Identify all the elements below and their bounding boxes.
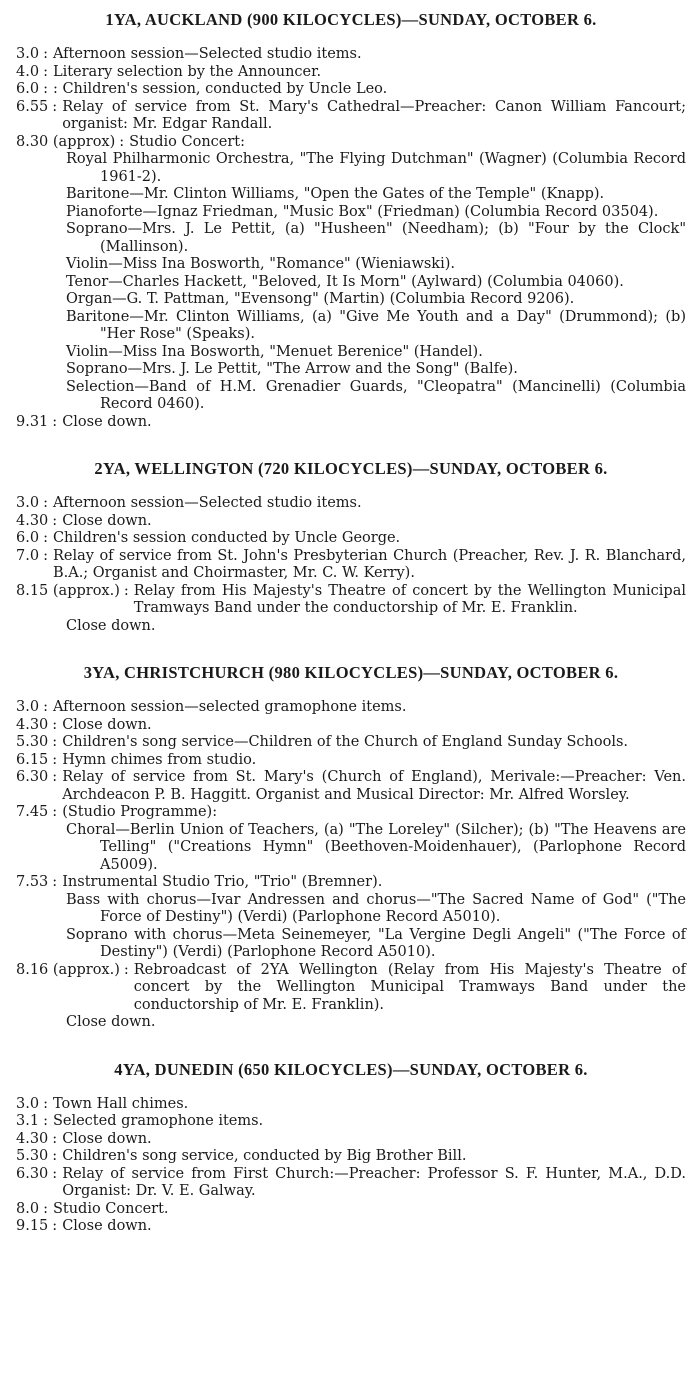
- concert-item: Tenor—Charles Hackett, "Beloved, It Is Morn" (Aylward) (Columbia 04060).: [66, 273, 624, 290]
- concert-item: Royal Philharmonic Orchestra, "The Flying Dutchman" (Wagner) (Columbia Record 1961-2).: [66, 151, 686, 185]
- section-heading: 4YA, DUNEDIN (650 KILOCYCLES)—SUNDAY, OCTOBER 6.: [114, 1059, 588, 1079]
- concert-items: [16, 151, 686, 414]
- programme-entry: 8.16 (approx.) : Rebroadcast of 2YA Wellington (Relay from His Majesty's Theatre of concert by the Wellington Municipal Tramways Band under the conductorship of Mr. E. Franklin).: [16, 961, 686, 1013]
- programme-entry: 5.30 : Children's song service—Children of the Church of England Sunday Schools.: [16, 734, 686, 752]
- entry-text: : Children's session, conducted by Uncle Leo.: [52, 81, 388, 97]
- studio-items: [16, 822, 686, 875]
- section-4ya: [16, 1060, 686, 1236]
- entry-time: 7.45: [16, 804, 49, 820]
- studio-items: [16, 892, 686, 962]
- programme-entry: 7.53 : Instrumental Studio Trio, "Trio" (Bremner).: [16, 874, 686, 892]
- entry-text: Relay of service from St. John's Presbyterian Church (Preacher, Rev. J. R. Blanchard, B.A.; Organist and Choirmaster, Mr. C. W. Kerry).: [52, 547, 686, 581]
- entry-text: Town Hall chimes.: [52, 1095, 189, 1112]
- entry-text: Afternoon session—selected gramophone items.: [52, 699, 407, 715]
- programme-entry: 4.30 : Close down.: [16, 1131, 686, 1149]
- programme-entry: 9.31 : Close down.: [16, 414, 686, 432]
- programme-entry: 9.15 : Close down.: [16, 1218, 686, 1236]
- entry-time: 6.15: [16, 751, 49, 768]
- entry-time: 8.30 (approx): [16, 133, 116, 150]
- entry-text: Children's song service—Children of the Church of England Sunday Schools.: [62, 734, 629, 750]
- entry-text: Close down.: [62, 716, 152, 733]
- entry-time: 3.0: [16, 46, 40, 62]
- entry-text: Close down.: [62, 1218, 152, 1234]
- entry-time: 4.0: [16, 63, 40, 80]
- programme-entry: 4.0 : Literary selection by the Announcer.: [16, 64, 686, 82]
- entry-text: Close down.: [62, 413, 152, 430]
- programme-entry: 6.0 : : Children's session, conducted by Uncle Leo.: [16, 81, 686, 99]
- section-2ya: [16, 459, 686, 635]
- studio-item: Soprano with chorus—Meta Seinemeyer, "La Vergine Degli Angeli" ("The Force of Destiny") (Verdi) (Parlophone Record A5010).: [66, 926, 686, 960]
- concert-item: Violin—Miss Ina Bosworth, "Menuet Berenice" (Handel).: [66, 343, 483, 360]
- entry-time: 9.15: [16, 1218, 49, 1234]
- entry-text: Children's session conducted by Uncle George.: [52, 530, 401, 546]
- programme-entry: 3.0 : Afternoon session—Selected studio items.: [16, 46, 686, 64]
- concert-item: Soprano—Mrs. J. Le Pettit, "The Arrow and the Song" (Balfe).: [66, 361, 518, 377]
- entry-text: Selected gramophone items.: [52, 1113, 264, 1129]
- entry-time: 3.0: [16, 1095, 40, 1112]
- entry-text: Afternoon session—Selected studio items.: [52, 495, 362, 511]
- entry-time: 8.16 (approx.): [16, 961, 120, 978]
- close-down-line: Close down.: [66, 617, 156, 634]
- section-1ya: [16, 10, 686, 431]
- programme-entry: 6.55 : Relay of service from St. Mary's Cathedral—Preacher: Canon William Fancourt; organist: Mr. Edgar Randall.: [16, 98, 686, 132]
- entry-text: Relay from His Majesty's Theatre of concert by the Wellington Municipal Tramways Band under the conductorship of Mr. E. Franklin.: [133, 582, 686, 616]
- entry-time: 3.0: [16, 699, 40, 715]
- programme-entry: 6.15 : Hymn chimes from studio.: [16, 752, 686, 770]
- programme-entry: 6.30 : Relay of service from St. Mary's (Church of England), Merivale:—Preacher: Ven. Archdeacon P. B. Haggitt. Organist and Musical Director: Mr. Alfred Worsley.: [16, 769, 686, 803]
- concert-item: Violin—Miss Ina Bosworth, "Romance" (Wieniawski).: [66, 256, 455, 272]
- entry-text: Relay of service from St. Mary's Cathedral—Preacher: Canon William Fancourt; organist: Mr. Edgar Randall.: [62, 98, 686, 132]
- programme-entry: 3.0 : Afternoon session—selected gramophone items.: [16, 699, 686, 717]
- entry-text: Close down.: [62, 1130, 152, 1147]
- programme-entry: 8.15 (approx.) : Relay from His Majesty's Theatre of concert by the Wellington Municipal Tramways Band under the conductorship of Mr. E. Franklin.: [16, 582, 686, 616]
- entry-text: Hymn chimes from studio.: [62, 751, 257, 768]
- entry-time: 7.0: [16, 547, 40, 564]
- concert-item: Soprano—Mrs. J. Le Pettit, (a) "Husheen" (Needham); (b) "Four by the Clock" (Mallinson).: [66, 221, 686, 255]
- entry-text: Children's song service, conducted by Big Brother Bill.: [62, 1148, 467, 1164]
- programme-entry: 7.0 : Relay of service from St. John's Presbyterian Church (Preacher, Rev. J. R. Blanchard, B.A.; Organist and Choirmaster, Mr. C. W. Kerry).: [16, 547, 686, 581]
- programme-entry: 6.0 : Children's session conducted by Uncle George.: [16, 530, 686, 548]
- entry-time: 5.30: [16, 1148, 49, 1164]
- concert-item: Organ—G. T. Pattman, "Evensong" (Martin) (Columbia Record 9206).: [66, 291, 575, 307]
- programme-entry: 3.0 : Town Hall chimes.: [16, 1096, 686, 1114]
- entry-time: 6.30: [16, 1165, 49, 1182]
- entry-time: 6.0: [16, 530, 40, 546]
- entry-time: 4.30: [16, 512, 49, 529]
- entry-text: Close down.: [62, 512, 152, 529]
- programme-entry: 4.30 : Close down.: [16, 513, 686, 531]
- programme-entry: 6.30 : Relay of service from First Church:—Preacher: Professor S. F. Hunter, M.A., D.D. Organist: Dr. V. E. Galway.: [16, 1165, 686, 1199]
- concert-item: Baritone—Mr. Clinton Williams, (a) "Give Me Youth and a Day" (Drummond); (b) "Her Rose" (Speaks).: [66, 308, 686, 342]
- close-down-line: Close down.: [66, 1014, 156, 1030]
- concert-item: Baritone—Mr. Clinton Williams, "Open the Gates of the Temple" (Knapp).: [66, 186, 605, 202]
- entry-text: Relay of service from First Church:—Preacher: Professor S. F. Hunter, M.A., D.D. Organist: Dr. V. E. Galway.: [62, 1165, 686, 1199]
- entry-text: Relay of service from St. Mary's (Church of England), Merivale:—Preacher: Ven. Archdeacon P. B. Haggitt. Organist and Musical Director: Mr. Alfred Worsley.: [62, 769, 686, 803]
- entry-text: Studio Concert.: [52, 1200, 169, 1217]
- section-heading: 1YA, AUCKLAND (900 KILOCYCLES)—SUNDAY, OCTOBER 6.: [105, 10, 597, 29]
- programme-entry: 7.45 : (Studio Programme):: [16, 804, 686, 822]
- section-3ya: [16, 663, 686, 1032]
- programme-entry: 8.0 : Studio Concert.: [16, 1201, 686, 1219]
- section-heading: 2YA, WELLINGTON (720 KILOCYCLES)—SUNDAY, OCTOBER 6.: [94, 459, 608, 478]
- section-heading: 3YA, CHRISTCHURCH (980 KILOCYCLES)—SUNDAY, OCTOBER 6.: [83, 663, 619, 682]
- entry-time: 6.0: [16, 81, 40, 97]
- entry-time: 3.1: [16, 1113, 40, 1129]
- studio-item: Bass with chorus—Ivar Andressen and chorus—"The Sacred Name of God" ("The Force of Destiny") (Verdi) (Parlophone Record A5010).: [66, 891, 686, 925]
- entry-text: Studio Concert:: [129, 133, 246, 150]
- entry-time: 6.55: [16, 98, 49, 115]
- programme-entry: 3.1 : Selected gramophone items.: [16, 1113, 686, 1131]
- entry-time: 4.30: [16, 1130, 49, 1147]
- programme-entry: 5.30 : Children's song service, conducted by Big Brother Bill.: [16, 1148, 686, 1166]
- entry-time: 8.15 (approx.): [16, 582, 120, 599]
- concert-item: Selection—Band of H.M. Grenadier Guards, "Cleopatra" (Mancinelli) (Columbia Record 0460).: [66, 378, 686, 412]
- entry-time: 8.0: [16, 1200, 40, 1217]
- entry-time: 6.30: [16, 769, 49, 785]
- entry-time: 4.30: [16, 716, 49, 733]
- entry-text: Literary selection by the Announcer.: [52, 63, 322, 80]
- entry-time: 5.30: [16, 734, 49, 750]
- concert-item: Pianoforte—Ignaz Friedman, "Music Box" (Friedman) (Columbia Record 03504).: [66, 203, 659, 220]
- entry-time: 3.0: [16, 495, 40, 511]
- programme-entry: 4.30 : Close down.: [16, 717, 686, 735]
- entry-text: Afternoon session—Selected studio items.: [52, 46, 362, 62]
- programme-entry: 8.30 (approx) : Studio Concert:: [16, 134, 686, 152]
- studio-item: Choral—Berlin Union of Teachers, (a) "The Loreley" (Silcher); (b) "The Heavens are Telling" ("Creations Hymn" (Beethoven-Moidenhauer), (Parlophone Record A5009).: [66, 821, 686, 873]
- entry-text: Instrumental Studio Trio, "Trio" (Bremner).: [62, 874, 383, 890]
- entry-text: (Studio Programme):: [62, 804, 218, 820]
- entry-text: Rebroadcast of 2YA Wellington (Relay from His Majesty's Theatre of concert by the Wellington Municipal Tramways Band under the conductorship of Mr. E. Franklin).: [133, 961, 686, 1013]
- entry-time: 7.53: [16, 874, 49, 890]
- entry-time: 9.31: [16, 413, 49, 430]
- programme-entry: 3.0 : Afternoon session—Selected studio items.: [16, 495, 686, 513]
